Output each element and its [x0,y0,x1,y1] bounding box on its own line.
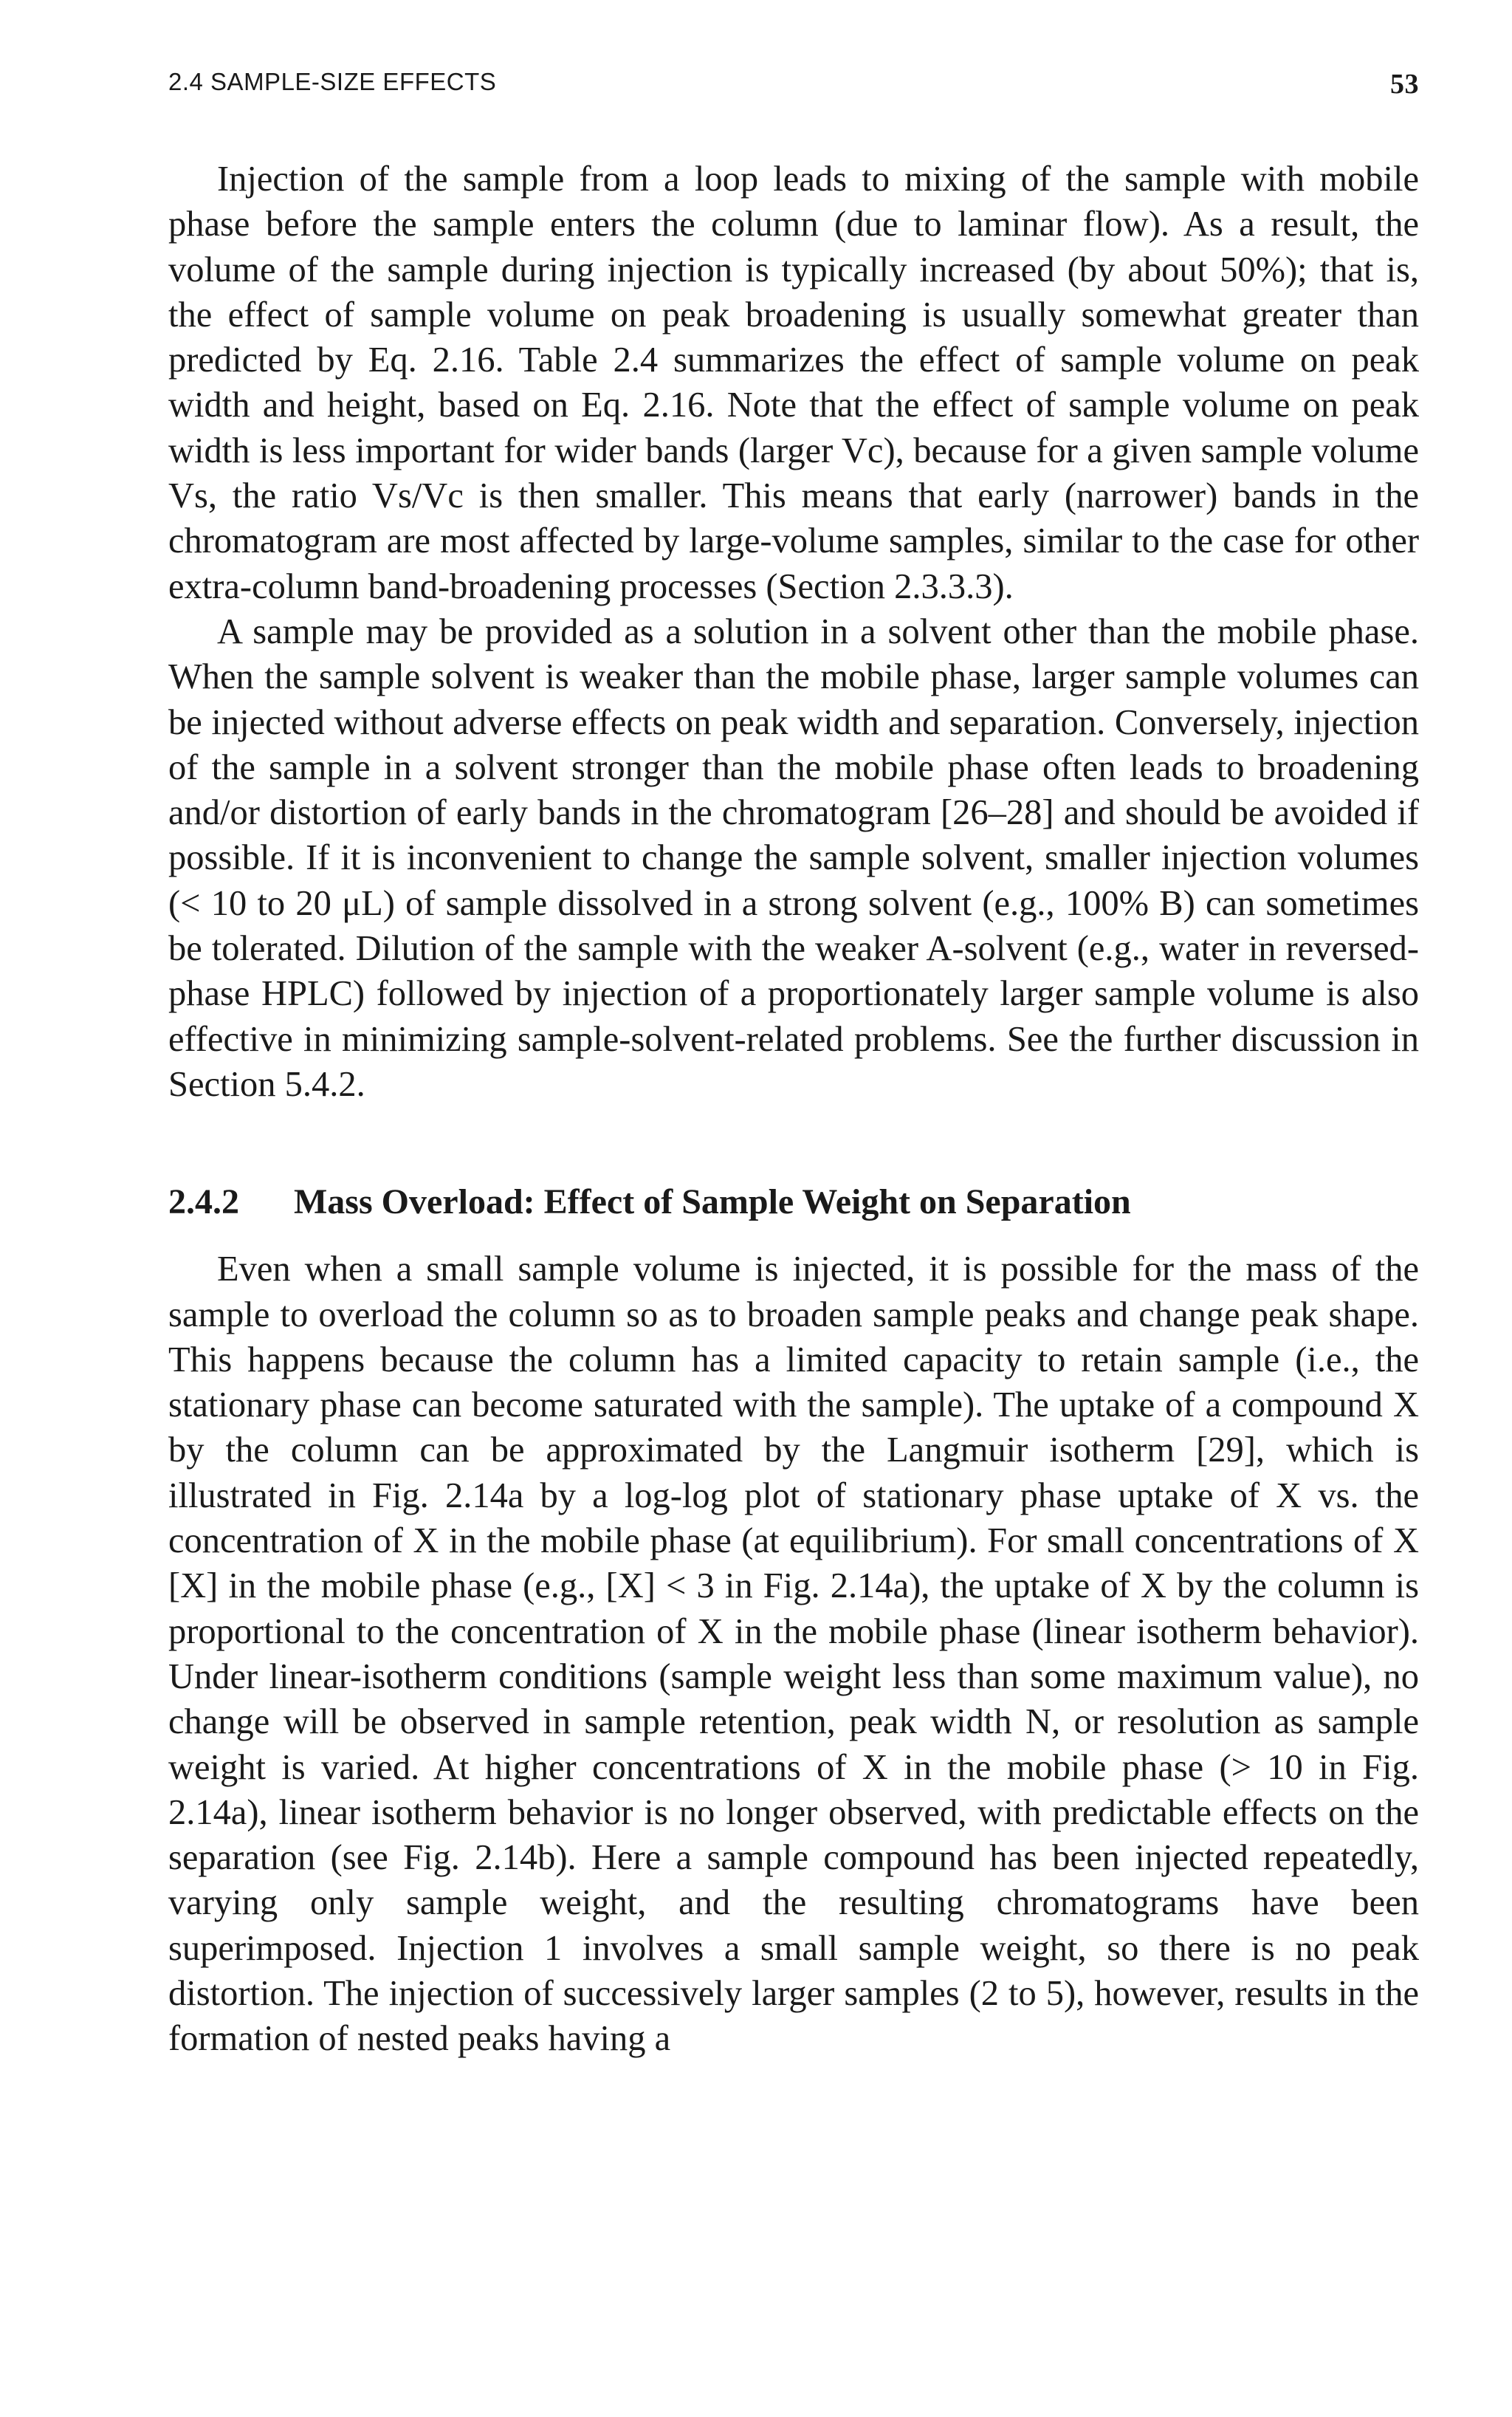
paragraph-mass-overload: Even when a small sample volume is injected, it is possible for the mass of the sample to overload the column so as to broaden sample peaks and change peak shape. This happens because the column has a limited capacity to retain sample (i.e., the stationary phase can become saturated with the sample). The uptake of a compound X by the column can be approximated by the Langmuir isotherm [29], which is illustrated in Fig. 2.14a by a log-log plot of stationary phase uptake of X vs. the concentration of X in the mobile phase (at equilibrium). For small concentrations of X [X] in the mobile phase (e.g., [X] < 3 in Fig. 2.14a), the uptake of X by the column is proportional to the concentration of X in the mobile phase (linear isotherm behavior). Under linear-isotherm conditions (sample weight less than some maximum value), no change will be observed in sample retention, peak width N, or resolution as sample weight is varied. At higher concentrations of X in the mobile phase (> 10 in Fig. 2.14a), linear isotherm behavior is no longer observed, with predictable effects on the separation (see Fig. 2.14b). Here a sample compound has been injected repeatedly, varying only sample weight, and the resulting chromatograms have been superimposed. Injection 1 involves a small sample weight, so there is no peak distortion. The injection of successively larger samples (2 to 5), however, results in the formation of nested peaks having a [168,1249,1419,2059]
running-header-section-title: 2.4 SAMPLE-SIZE EFFECTS [168,68,497,95]
page-number: 53 [1390,69,1419,100]
body-text [168,157,1419,2062]
section-heading-number: 2.4.2 [168,1182,239,1222]
paragraph-sample-loop-injection: Injection of the sample from a loop leads to mixing of the sample with mobile phase before the sample enters the column (due to laminar flow). As a result, the volume of the sample during injection is typically increased (by about 50%); that is, the effect of sample volume on peak broadening is usually somewhat greater than predicted by Eq. 2.16. Table 2.4 summarizes the effect of sample volume on peak width and height, based on Eq. 2.16. Note that the effect of sample volume on peak width is less important for wider bands (larger Vc), because for a given sample volume Vs, the ratio Vs/Vc is then smaller. This means that early (narrower) bands in the chromatogram are most affected by large-volume samples, similar to the case for other extra-column band-broadening processes (Section 2.3.3.3). [168,160,1419,606]
section-heading [168,1179,1419,1224]
paragraph-sample-solvent: A sample may be provided as a solution in a solvent other than the mobile phase. When the sample solvent is weaker than the mobile phase, larger sample volumes can be injected without adverse effects on peak width and separation. Conversely, injection of the sample in a solvent stronger than the mobile phase often leads to broadening and/or distortion of early bands in the chromatogram [26–28] and should be avoided if possible. If it is inconvenient to change the sample solvent, smaller injection volumes (< 10 to 20 μL) of sample dissolved in a strong solvent (e.g., 100% B) can sometimes be tolerated. Dilution of the sample with the weaker A-solvent (e.g., water in reversed-phase HPLC) followed by injection of a proportionately larger sample volume is also effective in minimizing sample-solvent-related problems. See the further discussion in Section 5.4.2. [168,611,1419,1104]
running-header [168,68,1419,105]
section-heading-title: Mass Overload: Effect of Sample Weight on Separation [294,1182,1131,1222]
